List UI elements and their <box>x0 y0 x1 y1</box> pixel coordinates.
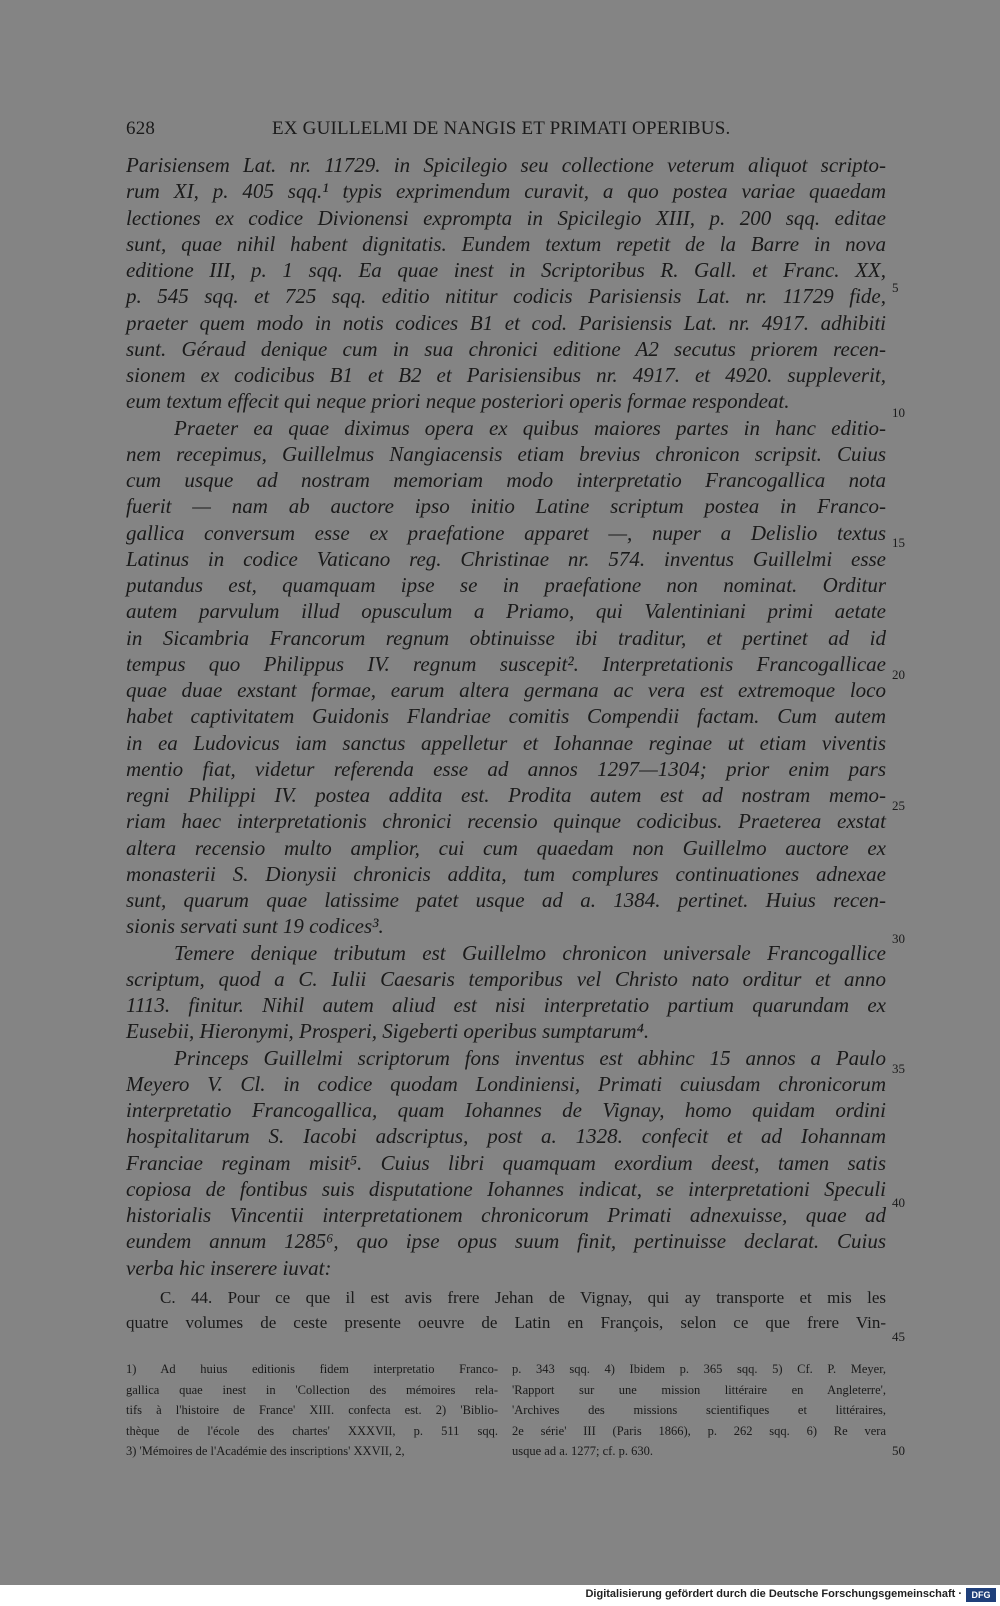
body-line: sunt. Géraud denique cum in sua chronici editione A2 secutus priorem recen- <box>126 336 886 361</box>
french-line: quatre volumes de ceste presente oeuvre de Latin en François, selon ce que frere Vin- <box>126 1313 886 1332</box>
body-line: eundem annum 1285⁶, quo ipse opus suum finit, pertinuisse declarat. Cuius <box>126 1229 886 1254</box>
body-line: praeter quem modo in notis codices B1 et cod. Parisiensis Lat. nr. 4917. adhibiti <box>126 310 886 335</box>
body-line: regni Philippi IV. postea addita est. Prodita autem est ad nostram memo- <box>126 783 886 807</box>
body-line: in ea Ludovicus iam sanctus appelletur et Iohannae reginae ut etiam viventis <box>126 730 886 755</box>
margin-line-number: 50 <box>892 1443 905 1458</box>
running-title: EX GUILLELMI DE NANGIS ET PRIMATI OPERIBUS. <box>272 118 731 139</box>
margin-line-number: 25 <box>892 798 905 813</box>
body-line: scriptum, quod a C. Iulii Caesaris temporibus vel Christo nato orditur et anno <box>126 966 886 991</box>
page-header <box>0 118 1000 146</box>
body-line: gallica conversum esse ex praefatione apparet —, nuper a Delislio textus <box>126 520 886 545</box>
body-line: mentio fiat, videtur referenda esse ad annos 1297—1304; prior enim pars <box>126 756 886 781</box>
body-line: habet captivitatem Guidonis Flandriae comitis Compendii factam. Cum autem <box>126 704 886 729</box>
body-line: sionem ex codicibus B1 et B2 et Parisiensibus nr. 4917. et 4920. suppleverit, <box>126 363 886 387</box>
margin-line-number: 20 <box>892 667 905 682</box>
body-line: cum usque ad nostram memoriam modo interpretatio Francogallica nota <box>126 468 886 492</box>
body-line: verba hic inserere iuvat: <box>126 1255 332 1280</box>
dfg-logo: DFG <box>966 1588 996 1602</box>
footnote-line: p. 343 sqq. 4) Ibidem p. 365 sqq. 5) Cf. P. Meyer, <box>512 1362 886 1376</box>
margin-line-number: 35 <box>892 1061 905 1076</box>
body-line: autem parvulum illud opusculum a Priamo, qui Valentiniani primi aetate <box>126 599 886 624</box>
body-line: quae duae exstant formae, earum altera germana ac vera est extremoque loco <box>126 678 886 702</box>
body-line: Meyero V. Cl. in codice quodam Londiniensi, Primati cuiusdam chronicorum <box>126 1071 886 1096</box>
body-line: p. 545 sqq. et 725 sqq. editio nititur codicis Parisiensis Lat. nr. 11729 fide, <box>126 284 886 309</box>
body-line: Franciae reginam misit⁵. Cuius libri quamquam exordium deest, tamen satis <box>126 1150 886 1175</box>
body-line: altera recensio multo amplior, cui cum quaedam non Guillelmo auctore ex <box>126 835 886 860</box>
body-line: putandus est, quamquam ipse se in praefatione non nominat. Orditur <box>126 573 886 597</box>
body-line: hospitalitarum S. Iacobi adscriptus, post a. 1328. confecit et ad Iohannam <box>126 1124 886 1149</box>
body-line: in Sicambria Francorum regnum obtinuisse ibi traditur, et pertinet ad id <box>126 625 886 650</box>
body-line: rum XI, p. 405 sqq.¹ typis exprimendum curavit, a quo postea variae quaedam <box>126 179 886 204</box>
margin-line-number: 15 <box>892 535 905 550</box>
body-line: tempus quo Philippus IV. regnum suscepit². Interpretationis Francogallicae <box>126 651 886 676</box>
body-line: sunt, quarum quae latissime patet usque ad a. 1384. pertinet. Huius recen- <box>126 888 886 912</box>
body-line: eum textum effecit qui neque priori neque posteriori operis formae respondeat. <box>126 389 790 414</box>
body-line: historialis Vincentii interpretationem chronicorum Primati adnexuisse, quae ad <box>126 1203 886 1227</box>
funding-credit: Digitalisierung gefördert durch die Deutsche Forschungsgemeinschaft · <box>585 1588 962 1600</box>
footnote-line: 'Archives des missions scientifiques et littéraires, <box>512 1403 886 1417</box>
footnote-line: 2e série' III (Paris 1866), p. 262 sqq. 6) Re vera <box>512 1423 886 1438</box>
footnote-line: usque ad a. 1277; cf. p. 630. <box>512 1444 653 1458</box>
body-line: editione III, p. 1 sqq. Ea quae inest in Scriptoribus R. Gall. et Franc. XX, <box>126 258 886 282</box>
body-line: copiosa de fontibus suis disputatione Iohannes indicat, se interpretationi Speculi <box>126 1176 886 1201</box>
body-line: interpretatio Francogallica, quam Iohannes de Vignay, homo quidam ordini <box>126 1098 886 1122</box>
body-line: sunt, quae nihil habent dignitatis. Eundem textum repetit de la Barre in nova <box>126 231 886 256</box>
body-line: riam haec interpretationis chronici recensio quinque codicibus. Praeterea exstat <box>126 809 886 834</box>
margin-line-number: 40 <box>892 1195 905 1210</box>
footnote-line: 1) Ad huius editionis fidem interpretatio Franco- <box>126 1362 498 1376</box>
french-line: C. 44. Pour ce que il est avis frere Jehan de Vignay, qui ay transporte et mis les <box>160 1288 886 1307</box>
margin-line-number: 10 <box>892 405 905 420</box>
body-line: Temere denique tributum est Guillelmo chronicon universale Francogallice <box>174 940 886 965</box>
body-line: Princeps Guillelmi scriptorum fons inventus est abhinc 15 annos a Paulo <box>174 1045 886 1070</box>
footnote-line: 'Rapport sur une mission littéraire en Angleterre', <box>512 1382 886 1397</box>
footnote-line: thèque de l'école des chartes' XXXVII, p. 511 sqq. <box>126 1423 498 1438</box>
body-line: Praeter ea quae diximus opera ex quibus maiores partes in hanc editio- <box>174 415 886 440</box>
body-line: Parisiensem Lat. nr. 11729. in Spicilegio seu collectione veterum aliquot scripto- <box>126 153 886 177</box>
body-line: monasterii S. Dionysii chronicis addita, tum complures continuationes adnexae <box>126 861 886 886</box>
body-line: Latinus in codice Vaticano reg. Christinae nr. 574. inventus Guillelmi esse <box>126 546 886 571</box>
body-line: 1113. finitur. Nihil autem aliud est nisi interpretatio partium quarundam ex <box>126 993 886 1017</box>
body-line: lectiones ex codice Divionensi exprompta in Spicilegio XIII, p. 200 sqq. editae <box>126 205 886 230</box>
margin-line-number: 45 <box>892 1329 905 1344</box>
body-line: nem recepimus, Guillelmus Nangiacensis etiam brevius chronicon scripsit. Cuius <box>126 441 886 466</box>
body-line: Eusebii, Hieronymi, Prosperi, Sigeberti operibus sumptarum⁴. <box>126 1019 650 1044</box>
footnote-line: 3) 'Mémoires de l'Académie des inscriptions' XXVII, 2, <box>126 1444 405 1458</box>
footnote-line: tifs à l'histoire de France' XIII. confecta est. 2) 'Biblio- <box>126 1403 498 1417</box>
margin-line-number: 5 <box>892 280 899 295</box>
body-line: fuerit — nam ab auctore ipso initio Latine scriptum postea in Franco- <box>126 494 886 519</box>
footnote-line: gallica quae inest in 'Collection des mémoires rela- <box>126 1382 498 1397</box>
page-number: 628 <box>126 118 156 139</box>
digitization-footer <box>0 1585 1000 1606</box>
body-line: sionis servati sunt 19 codices³. <box>126 914 384 939</box>
margin-line-number: 30 <box>892 931 905 946</box>
